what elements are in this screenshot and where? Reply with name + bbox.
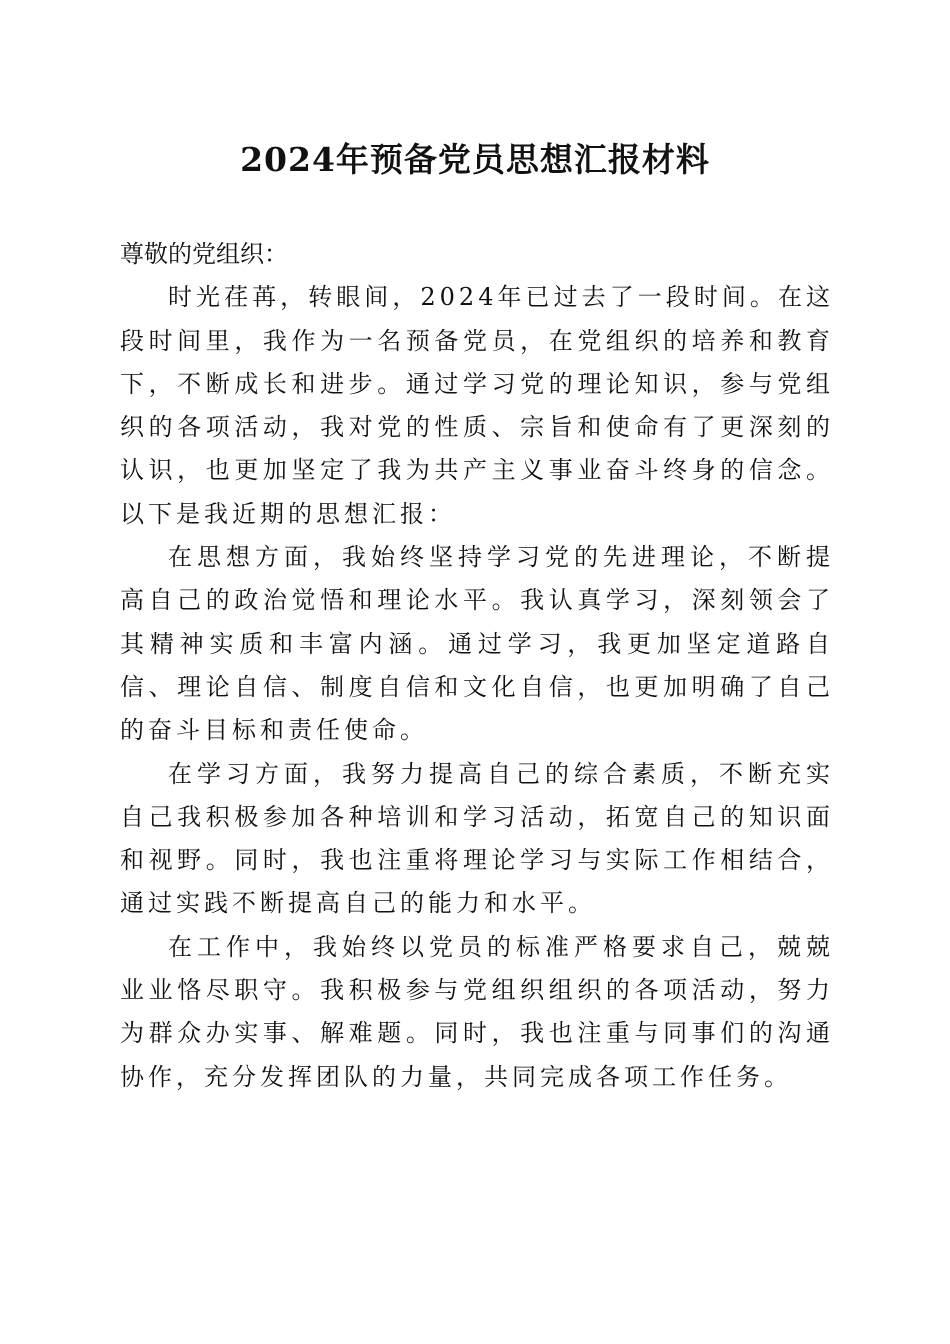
document-title: 2024年预备党员思想汇报材料	[240, 140, 710, 179]
salutation: 尊敬的党组织：	[120, 240, 288, 268]
paragraph-thought: 在思想方面，我始终坚持学习党的先进理论，不断提高自己的政治觉悟和理论水平。我认真学习，深刻领会了其精神实质和丰富内涵。通过学习，我更加坚定道路自信、理论自信、制度自信和文化自信，也更加明确了自己的奋斗目标和责任使命。	[120, 543, 834, 745]
paragraph-work: 在工作中，我始终以党员的标准严格要求自己，兢兢业业恪尽职守。我积极参与党组织组织的各项活动，努力为群众办实事、解难题。同时，我也注重与同事们的沟通协作，充分发挥团队的力量，共同完成各项工作任务。	[120, 932, 834, 1091]
paragraph-study: 在学习方面，我努力提高自己的综合素质，不断充实自己我积极参加各种培训和学习活动，拓宽自己的知识面和视野。同时，我也注重将理论学习与实际工作相结合，通过实践不断提高自己的能力和水平。	[120, 759, 834, 918]
document-body	[120, 233, 834, 1099]
paragraph-intro: 时光荏苒，转眼间，2024年已过去了一段时间。在这段时间里，我作为一名预备党员，在党组织的培养和教育下，不断成长和进步。通过学习党的理论知识，参与党组织的各项活动，我对党的性质、宗旨和使命有了更深刻的认识，也更加坚定了我为共产主义事业奋斗终身的信念。以下是我近期的思想汇报：	[120, 283, 834, 528]
